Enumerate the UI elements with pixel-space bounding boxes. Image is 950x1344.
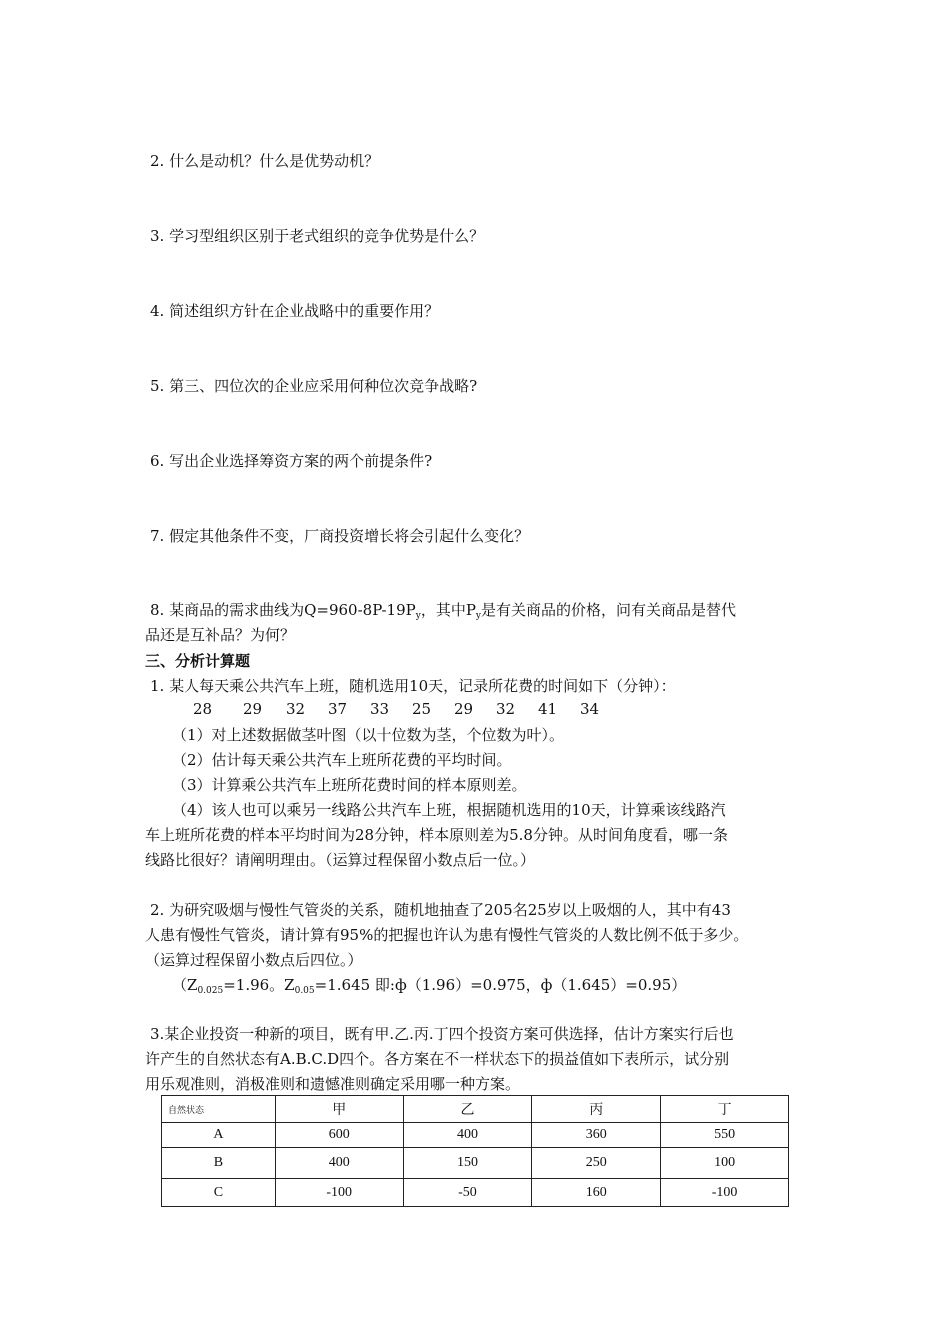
table-cell: 600	[275, 1123, 403, 1148]
calc1-sub2: （2）估计每天乘公共汽车上班所花费的平均时间。	[172, 751, 512, 769]
table-cell: -100	[275, 1179, 403, 1207]
calc1-intro: 1. 某人每天乘公共汽车上班，随机选用10天，记录所花费的时间如下（分钟）：	[150, 677, 676, 695]
question-8-line2: 品还是互补品？为何？	[145, 626, 296, 644]
table-header-cell: 甲	[275, 1096, 403, 1123]
data-value: 41	[538, 700, 558, 718]
data-value: 34	[580, 700, 600, 718]
table-header-cell: 丙	[532, 1096, 661, 1123]
table-cell: 160	[532, 1179, 661, 1207]
state-cell: A	[162, 1123, 276, 1148]
question-7: 7. 假定其他条件不变，厂商投资增长将会引起什么变化？	[150, 527, 530, 545]
table-header-cell: 丁	[661, 1096, 789, 1123]
calc1-sub4-line1: （4）该人也可以乘另一线路公共汽车上班，根据随机选用的10天，计算乘该线路汽	[172, 801, 726, 819]
data-value: 28	[193, 700, 213, 718]
question-5: 5. 第三、四位次的企业应采用何种位次竞争战略?	[150, 377, 478, 395]
calc2-line1: 2. 为研究吸烟与慢性气管炎的关系，随机地抽查了205名25岁以上吸烟的人，其中有43	[150, 901, 731, 919]
table-row	[162, 1179, 789, 1207]
data-value: 32	[496, 700, 516, 718]
table-corner-cell: 自然状态	[162, 1096, 276, 1123]
calc3-line2: 许产生的自然状态有A.B.C.D四个。各方案在不一样状态下的损益值如下表所示，试分别	[145, 1050, 730, 1068]
question-4: 4. 简述组织方针在企业战略中的重要作用？	[150, 302, 440, 320]
state-cell: B	[162, 1148, 276, 1179]
table-cell: 150	[403, 1148, 532, 1179]
table-cell: 250	[532, 1148, 661, 1179]
data-value: 37	[328, 700, 348, 718]
data-value: 32	[286, 700, 306, 718]
calc2-hint: （$Z_{0.025}=1.96$。$Z_{0.05}=1.645$ 即:ф（1.96）=0.975，ф（1.645）=0.95）	[172, 976, 687, 996]
question-6: 6. 写出企业选择筹资方案的两个前提条件?	[150, 452, 433, 470]
state-cell: C	[162, 1179, 276, 1207]
calc1-sub4-line3: 线路比很好？请阐明理由。（运算过程保留小数点后一位。）	[145, 851, 536, 869]
table-row	[162, 1123, 789, 1148]
question-8-line1: 8. 某商品的需求曲线为$Q=960-8P-19P_y$，其中$P_y$是有关商品的价格，问有关商品是替代	[150, 601, 737, 621]
calc1-sub3: （3）计算乘公共汽车上班所花费时间的样本原则差。	[172, 776, 527, 794]
calc1-sub1: （1）对上述数据做茎叶图（以十位数为茎，个位数为叶）。	[172, 726, 565, 744]
table-cell: 550	[661, 1123, 789, 1148]
table-cell: 360	[532, 1123, 661, 1148]
calc3-line3: 用乐观准则，消极准则和遗憾准则确定采用哪一种方案。	[145, 1075, 521, 1093]
table-cell: 100	[661, 1148, 789, 1179]
table-row	[162, 1148, 789, 1179]
table-cell: 400	[403, 1123, 532, 1148]
table-header-cell: 乙	[403, 1096, 532, 1123]
data-value: 29	[243, 700, 263, 718]
table-cell: -50	[403, 1179, 532, 1207]
table-header-row	[162, 1096, 789, 1123]
data-value: 25	[412, 700, 432, 718]
question-3: 3. 学习型组织区别于老式组织的竞争优势是什么？	[150, 227, 485, 245]
calc1-sub4-line2: 车上班所花费的样本平均时间为28分钟，样本原则差为5.8分钟。从时间角度看，哪一条	[145, 826, 728, 844]
table-cell: -100	[661, 1179, 789, 1207]
calc2-line2: 人患有慢性气管炎，请计算有95%的把握也许认为患有慢性气管炎的人数比例不低于多少。	[145, 926, 749, 944]
payoff-table	[161, 1095, 789, 1207]
data-value: 29	[454, 700, 474, 718]
table-cell: 400	[275, 1148, 403, 1179]
question-2: 2. 什么是动机？什么是优势动机？	[150, 152, 380, 170]
data-value: 33	[370, 700, 390, 718]
calc3-line1: 3.某企业投资一种新的项目，既有甲.乙.丙.丁四个投资方案可供选择，估计方案实行后也	[150, 1025, 734, 1043]
calc2-line3: （运算过程保留小数点后四位。）	[145, 951, 363, 969]
section-title: 三、分析计算题	[145, 652, 251, 670]
